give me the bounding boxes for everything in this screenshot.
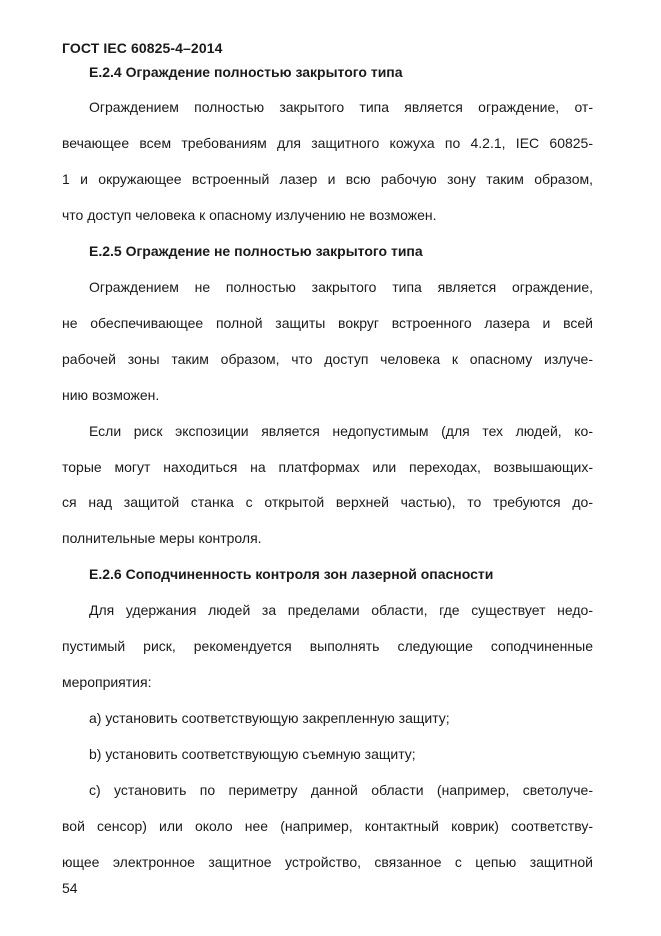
paragraph-line: 1 и окружающее встроенный лазер и всю рабочую зону таким образом, (62, 171, 593, 187)
paragraph-line: торые могут находиться на платформах или переходах, возвышающих- (62, 459, 593, 475)
section-heading-e24: E.2.4 Ограждение полностью закрытого типа (89, 64, 403, 80)
paragraph-line: не обеспечивающее полной защиты вокруг встроенного лазера и всей (62, 315, 593, 331)
paragraph-line: Ограждением полностью закрытого типа является ограждение, от- (89, 99, 593, 115)
section-heading-e26: E.2.6 Соподчиненность контроля зон лазерной опасности (89, 566, 494, 582)
list-item-c-line: вой сенсор) или около нее (например, контактный коврик) соответству- (62, 818, 593, 834)
paragraph-line: нию возможен. (62, 387, 160, 403)
paragraph-line: что доступ человека к опасному излучению не возможен. (62, 207, 437, 223)
paragraph-line: пустимый риск, рекомендуется выполнять следующие соподчиненные (62, 638, 593, 654)
section-heading-e25: E.2.5 Ограждение не полностью закрытого типа (89, 243, 423, 259)
paragraph-line: Для удержания людей за пределами области, где существует недо- (89, 602, 593, 618)
list-item-c-line: с) установить по периметру данной области (например, светолуче- (89, 782, 593, 798)
paragraph-line: ся над защитой станка с открытой верхней частью), то требуются до- (62, 494, 593, 510)
paragraph-line: Если риск экспозиции является недопустимым (для тех людей, ко- (89, 423, 593, 439)
document-header: ГОСТ IEC 60825-4–2014 (62, 40, 223, 56)
list-item-b: b) установить соответствующую съемную защиту; (89, 746, 416, 762)
paragraph-line: рабочей зоны таким образом, что доступ человека к опасному излуче- (62, 351, 593, 367)
paragraph-line: мероприятия: (62, 674, 152, 690)
paragraph-line: Ограждением не полностью закрытого типа является ограждение, (89, 279, 593, 295)
page-number: 54 (62, 880, 78, 896)
paragraph-line: вечающее всем требованиям для защитного кожуха по 4.2.1, IEC 60825- (62, 135, 593, 151)
list-item-a: а) установить соответствующую закрепленную защиту; (89, 710, 450, 726)
list-item-c-line: ющее электронное защитное устройство, связанное с цепью защитной (62, 854, 593, 870)
paragraph-line: полнительные меры контроля. (62, 530, 262, 546)
